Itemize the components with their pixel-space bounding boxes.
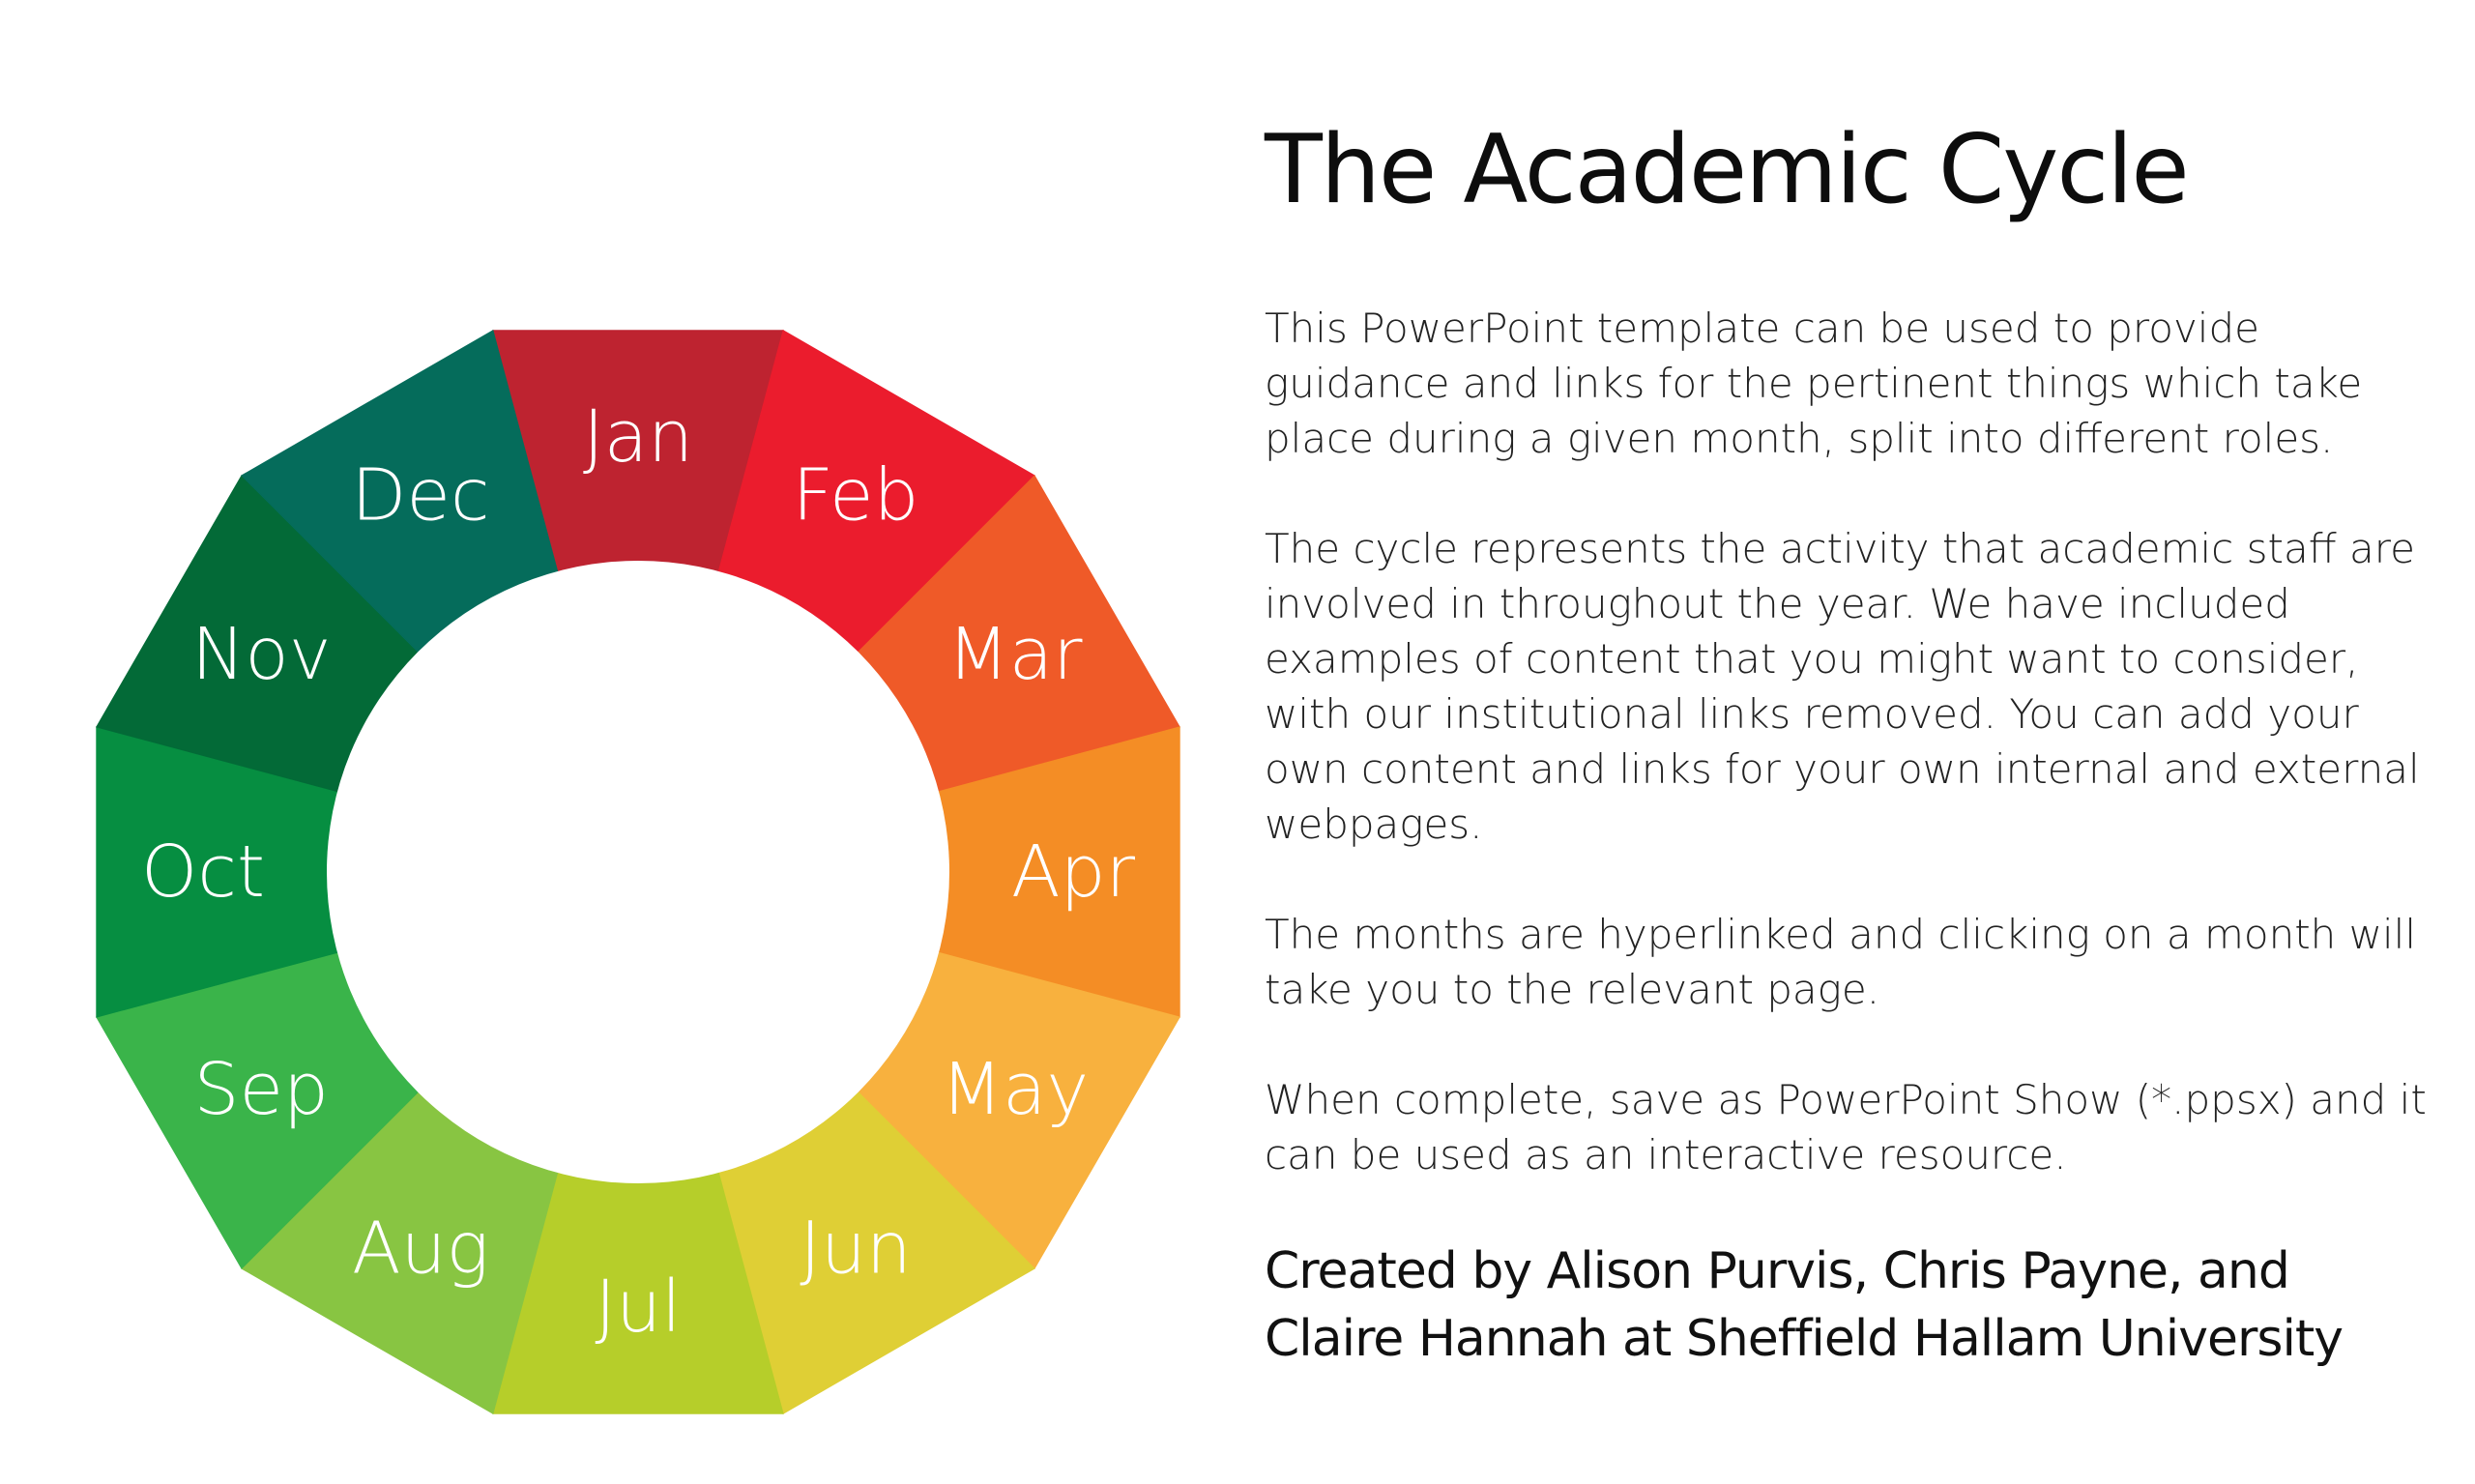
month-label-nov: Nov bbox=[191, 613, 332, 696]
month-label-mar: Mar bbox=[946, 613, 1083, 696]
page-title: The Academic Cycle bbox=[1265, 115, 2188, 225]
credit-line-1: Created by Alison Purvis, Chris Payne, and bbox=[1265, 1241, 2289, 1300]
hyperlink-info-paragraph: The months are hyperlinked and clicking on a month will take you to the relevant page. bbox=[1265, 910, 2416, 1013]
save-instructions-paragraph: When complete, save as PowerPoint Show (*.ppsx) and it can be used as an interactive resource. bbox=[1265, 1075, 2427, 1178]
month-label-jan: Jan bbox=[582, 395, 694, 479]
credit-text bbox=[1265, 1237, 2444, 1373]
month-label-jul: Jul bbox=[595, 1266, 682, 1349]
month-label-may: May bbox=[941, 1048, 1090, 1131]
month-label-dec: Dec bbox=[351, 453, 490, 538]
description-panel bbox=[1265, 116, 2444, 1373]
month-label-jun: Jun bbox=[800, 1207, 912, 1291]
month-label-oct: Oct bbox=[141, 830, 265, 914]
month-label-apr: Apr bbox=[1010, 830, 1136, 914]
cycle-description-paragraph: The cycle represents the activity that academic staff are involved in throughout the year. We have included examples of content that you might want to consider, with our institutional links removed. You can add your own content and links for your own internal and external webpages. bbox=[1265, 524, 2420, 848]
intro-paragraph: This PowerPoint template can be used to provide guidance and links for the pertinent things which take place during a given month, split into different roles. bbox=[1265, 304, 2363, 462]
wheel-center bbox=[327, 561, 949, 1183]
month-label-aug: Aug bbox=[352, 1207, 489, 1291]
month-label-sep: Sep bbox=[193, 1048, 330, 1131]
month-label-feb: Feb bbox=[792, 453, 919, 538]
credit-line-2: Claire Hannah at Sheffield Hallam University bbox=[1265, 1309, 2344, 1368]
